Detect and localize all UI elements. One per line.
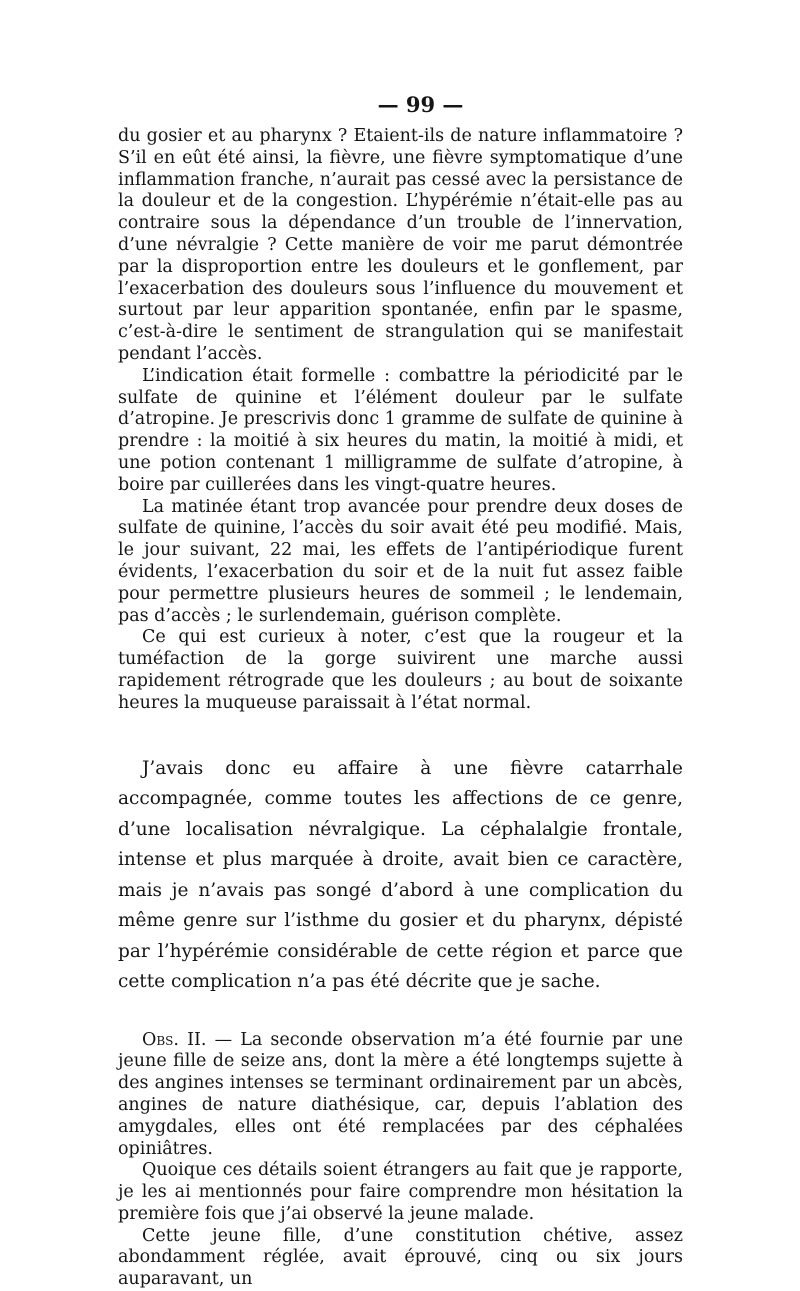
paragraph: Cette jeune fille, d’une constitution chétive, assez abondamment réglée, avait éprouvé, cinq ou six jours auparavant, un: [118, 1225, 683, 1290]
text-block-observation-1: [118, 126, 683, 715]
paragraph: J’avais donc eu affaire à une fièvre catarrhale accompagnée, comme toutes les affections de ce genre, d’une localisation névralgique. La céphalalgie frontale, intense et plus marquée à droite, avait bien ce caractère, mais je n’avais pas songé d’abord à une complication du même genre sur l’isthme du gosier et du pharynx, dépisté par l’hypérémie considérable de cette région et parce que cette complication n’a pas été décrite que je sache.: [118, 757, 683, 993]
observation-text: — La seconde observation m’a été fournie par une jeune fille de seize ans, dont la mère a été longtemps sujette à des angines intenses se terminant ordinairement par un abcès, angines de nature diathésique, car, depuis l’ablation des amygdales, elles ont été remplacées par des céphalées opiniâtres.: [118, 1029, 683, 1159]
paragraph: du gosier et au pharynx ? Etaient-ils de nature inflammatoire ? S’il en eût été ainsi, la fièvre, une fièvre symptomatique d’une inflammation franche, n’aurait pas cessé avec la persistance de la douleur et de la congestion. L’hypérémie n’était-elle pas au contraire sous la dépendance d’un trouble de l’innervation, d’une névralgie ? Cette manière de voir me parut démontrée par la disproportion entre les douleurs et le gonflement, par l’exacerbation des douleurs sous l’influence du mouvement et surtout par leur apparition spontanée, enfin par le spasme, c’est-à-dire le sentiment de strangulation qui se manifestait pendant l’accès.: [118, 126, 683, 364]
paragraph: Ce qui est curieux à noter, c’est que la rougeur et la tuméfaction de la gorge suivirent une marche aussi rapidement rétrograde que les douleurs ; au bout de soixante heures la muqueuse paraissait à l’état normal.: [118, 627, 683, 713]
paragraph-obs-heading: [118, 1030, 683, 1161]
paragraph: La matinée étant trop avancée pour prendre deux doses de sulfate de quinine, l’accès du soir avait été peu modifié. Mais, le jour suivant, 22 mai, les effets de l’antipériodique furent évidents, l’exacerbation du soir et de la nuit fut assez faible pour permettre plusieurs heures de sommeil ; le lendemain, pas d’accès ; le surlendemain, guérison complète.: [118, 496, 683, 626]
paragraph: Quoique ces détails soient étrangers au fait que je rapporte, je les ai mentionnés pour faire comprendre mon hésitation la première fois que j’ai observé la jeune malade.: [118, 1160, 683, 1224]
observation-label: Obs. II.: [142, 1029, 207, 1050]
page-number: — 99 —: [377, 92, 464, 117]
text-block-observation-2: [118, 1030, 683, 1291]
text-block-conclusion: [118, 754, 683, 998]
paragraph: L’indication était formelle : combattre la périodicité par le sulfate de quinine et l’élément douleur par le sulfate d’atropine. Je prescrivis donc 1 gramme de sulfate de quinine à prendre : la moitié à six heures du matin, la moitié à midi, et une potion contenant 1 milligramme de sulfate d’atropine, à boire par cuillerées dans les vingt-quatre heures.: [118, 365, 684, 495]
book-page: [118, 88, 683, 1291]
